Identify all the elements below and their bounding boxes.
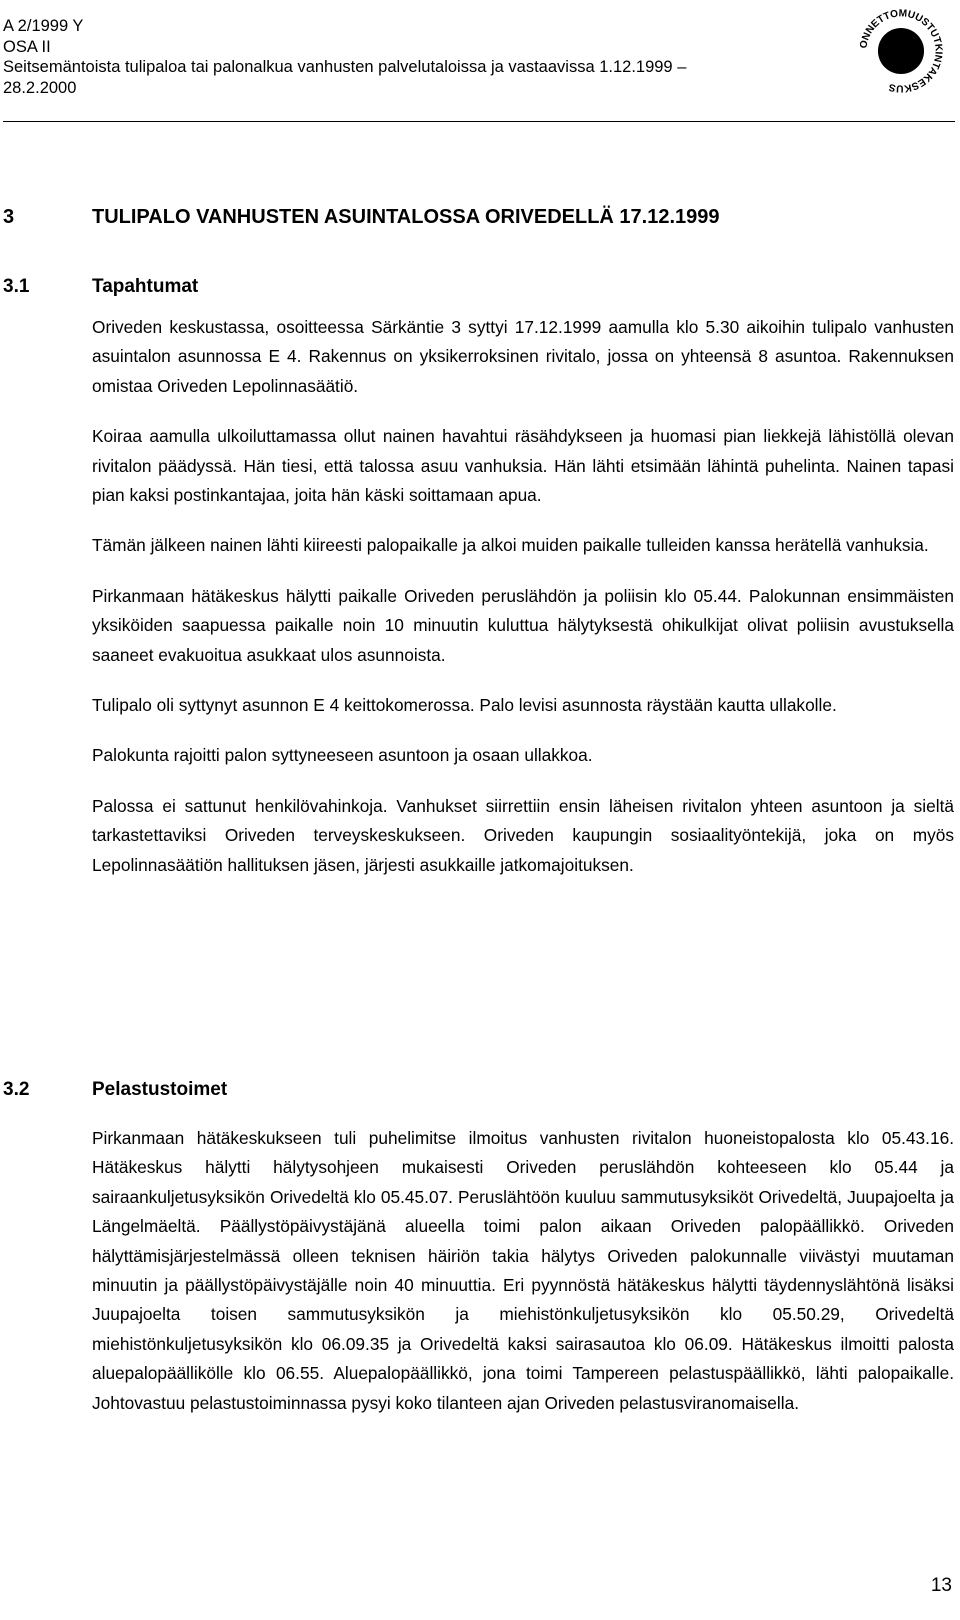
paragraph: Tulipalo oli syttynyt asunnon E 4 keittokomerossa. Palo levisi asunnosta räystään kautta ullakolle. <box>92 695 837 716</box>
paragraph: Tämän jälkeen nainen lähti kiireesti palopaikalle ja alkoi muiden paikalle tulleiden kanssa herätellä vanhuksia. <box>92 535 929 556</box>
header-report-dates: 28.2.2000 <box>3 78 77 97</box>
header-report-title: Seitsemäntoista tulipaloa tai palonalkua vanhusten palvelutaloissa ja vastaavissa 1.12.1999 – <box>3 58 687 76</box>
section-3-1-number: 3.1 <box>3 276 30 297</box>
paragraph: Pirkanmaan hätäkeskukseen tuli puhelimitse ilmoitus vanhusten rivitalon huoneistopalosta klo 05.43.16. Hätäkeskus hälytti hälytysohjeen mukaisesti Oriveden peruslähdön kohteeseen klo 05.44 ja sairaankuljetusyksikön Orivedeltä klo 05.45.07. Peruslähtöön kuuluu sammutusyksiköt Orivedeltä, Juupajoelta ja Längelmäeltä. Päällystöpäivystäjänä alueella toimi palon aikaan Oriveden palopäällikkö. Oriveden hälyttämisjärjestelmässä olleen teknisen häiriön takia hälytys Oriveden palokunnalle viivästyi muutaman minuutin ja päällystöpäivystäjälle noin 40 minuuttia. Eri pyynnöstä hätäkeskus hälytti täydennyslähtönä lisäksi Juupajoelta toisen sammutusyksikön ja miehistönkuljetusyksikön klo 05.50.29, Orivedeltä miehistönkuljetusyksikön klo 06.09.35 ja Orivedeltä kaksi sairasautoa klo 06.09. Hätäkeskus ilmoitti palosta aluepalopäällikölle klo 06.55. Aluepalopäällikkö, jona toimi Tampereen pelastuspäällikkö, lähti palopaikalle. Johtovastuu pelastustoiminnassa pysyi koko tilanteen ajan Oriveden pelastusviranomaisella. <box>92 1128 954 1413</box>
running-header <box>3 16 793 98</box>
header-part: OSA II <box>3 37 51 56</box>
section-3-2-title: Pelastustoimet <box>92 1079 228 1100</box>
seal-logo <box>853 3 949 99</box>
header-report-code: A 2/1999 Y <box>3 17 84 35</box>
paragraph: Pirkanmaan hätäkeskus hälytti paikalle Oriveden peruslähdön ja poliisin klo 05.44. Palokunnan ensimmäisten yksiköiden saapuessa paikalle noin 10 minuutin kuluttua hälytyksestä ohikulkijat olivat poliisin avustuksella saaneet evakuoitua asukkaat ulos asunnoista. <box>92 585 954 665</box>
seal-text: ONNETTOMUUSTUTKINTAKESKUS <box>858 8 944 94</box>
section-3-2-body <box>92 1124 954 1418</box>
paragraph: Palokunta rajoitti palon syttyneeseen asuntoon ja osaan ullakkoa. <box>92 745 593 766</box>
section-3-title: TULIPALO VANHUSTEN ASUINTALOSSA ORIVEDELLÄ 17.12.1999 <box>92 206 720 228</box>
section-3-number: 3 <box>3 206 15 228</box>
page-number: 13 <box>930 1575 952 1596</box>
header-divider <box>3 121 955 122</box>
paragraph: Koiraa aamulla ulkoiluttamassa ollut nainen havahtui räsähdykseen ja huomasi pian liekkejä lähistöllä olevan rivitalon päädyssä. Hän tiesi, että talossa asuu vanhuksia. Hän lähti etsimään lähintä puhelinta. Nainen tapasi pian kaksi postinkantajaa, joita hän käski soittamaan apua. <box>92 426 954 506</box>
paragraph: Oriveden keskustassa, osoitteessa Särkäntie 3 syttyi 17.12.1999 aamulla klo 5.30 aikoihin tulipalo vanhusten asuintalon asunnossa E 4. Rakennus on yksikerroksinen rivitalo, jossa on yhteensä 8 asuntoa. Rakennuksen omistaa Oriveden Lepolinnasäätiö. <box>92 317 954 396</box>
seal-center-disc <box>878 28 924 74</box>
paragraph: Palossa ei sattunut henkilövahinkoja. Vanhukset siirrettiin ensin läheisen rivitalon yhteen asuntoon ja sieltä tarkastettaviksi Oriveden terveyskeskukseen. Oriveden kaupungin sosiaalityöntekijä, joka on myös Lepolinnasäätiön hallituksen jäsen, järjesti asukkaille jatkomajoituksen. <box>92 795 954 875</box>
section-3-1-title: Tapahtumat <box>92 276 199 297</box>
section-3-2-number: 3.2 <box>3 1079 30 1100</box>
section-3-1-body <box>92 313 954 901</box>
